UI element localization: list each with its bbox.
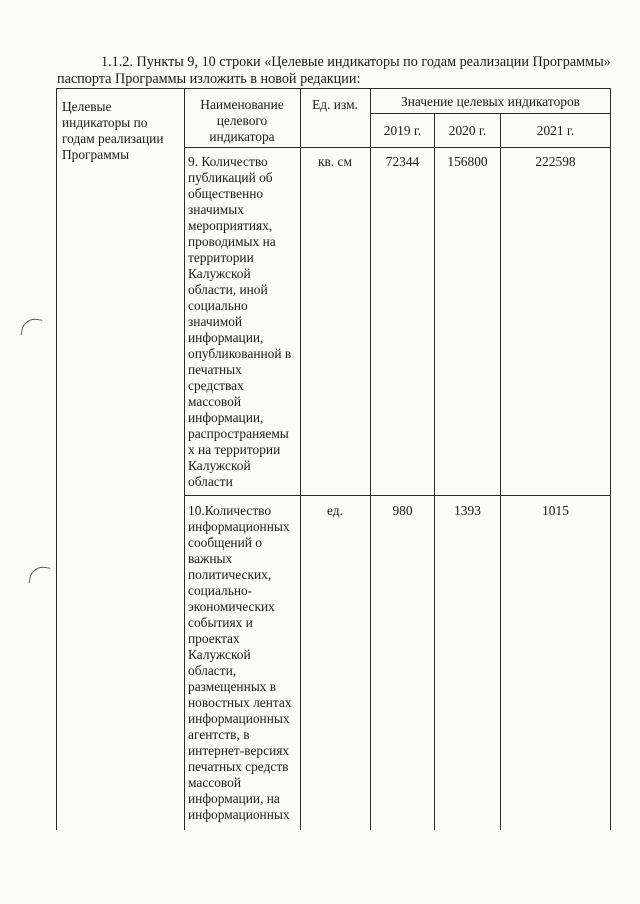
header-values-group: Значение целевых индикаторов [401,94,580,109]
header-unit: Ед. изм. [312,97,358,112]
table-row-separator [184,495,611,496]
intro-paragraph [57,54,613,87]
header-name: Наименование целевого индикатора [200,97,284,144]
intro-line-1: 1.1.2. Пункты 9, 10 строки «Целевые индикаторы по годам реализации Программы» [101,54,611,70]
table-border-left [56,88,57,830]
table-border-top [56,88,611,89]
table-divider-name [300,88,301,830]
binder-hole-mark-lower [28,564,50,586]
table-divider-2019 [434,113,435,830]
header-year-2019: 2019 г. [383,123,422,138]
table-divider-section [184,88,185,830]
header-year-2021: 2021 г. [536,123,575,138]
header-section: Целевые индикаторы по годам реализации Программы [62,99,164,162]
table-header-bottom [184,147,611,148]
row-10-indicator-name: 10.Количество информационных сообщений о важных политических, социально- экономических событиях и проектах Калужской области, размещенных в новостных лентах информационных агентств, в интернет-версиях печатных средств массовой информации, на информационных [188,503,292,822]
table-divider-2020 [500,113,501,830]
header-year-2020: 2020 г. [448,123,487,138]
row-10-value-2020: 1393 [454,503,481,518]
row-9-indicator-name: 9. Количество публикаций об общественно значимых мероприятиях, проводимых на территории Калужской области, иной социально значимой информации, опубликованной в печатных средствах массовой информации, распространяемы х на территории Калужской области [188,154,292,489]
row-9-value-2020: 156800 [447,154,488,169]
row-10-unit: ед. [327,503,343,518]
intro-line-2: паспорта Программы изложить в новой редакции: [57,70,361,87]
row-9-value-2021: 222598 [535,154,576,169]
row-10-value-2021: 1015 [542,503,569,518]
row-10-value-2019: 980 [392,503,413,518]
table-divider-unit [370,88,371,830]
row-9-unit: кв. см [318,154,352,169]
table-border-right [610,88,611,830]
row-9-value-2019: 72344 [385,154,420,169]
table-header-group-line [370,113,611,114]
binder-hole-mark-upper [20,316,42,338]
